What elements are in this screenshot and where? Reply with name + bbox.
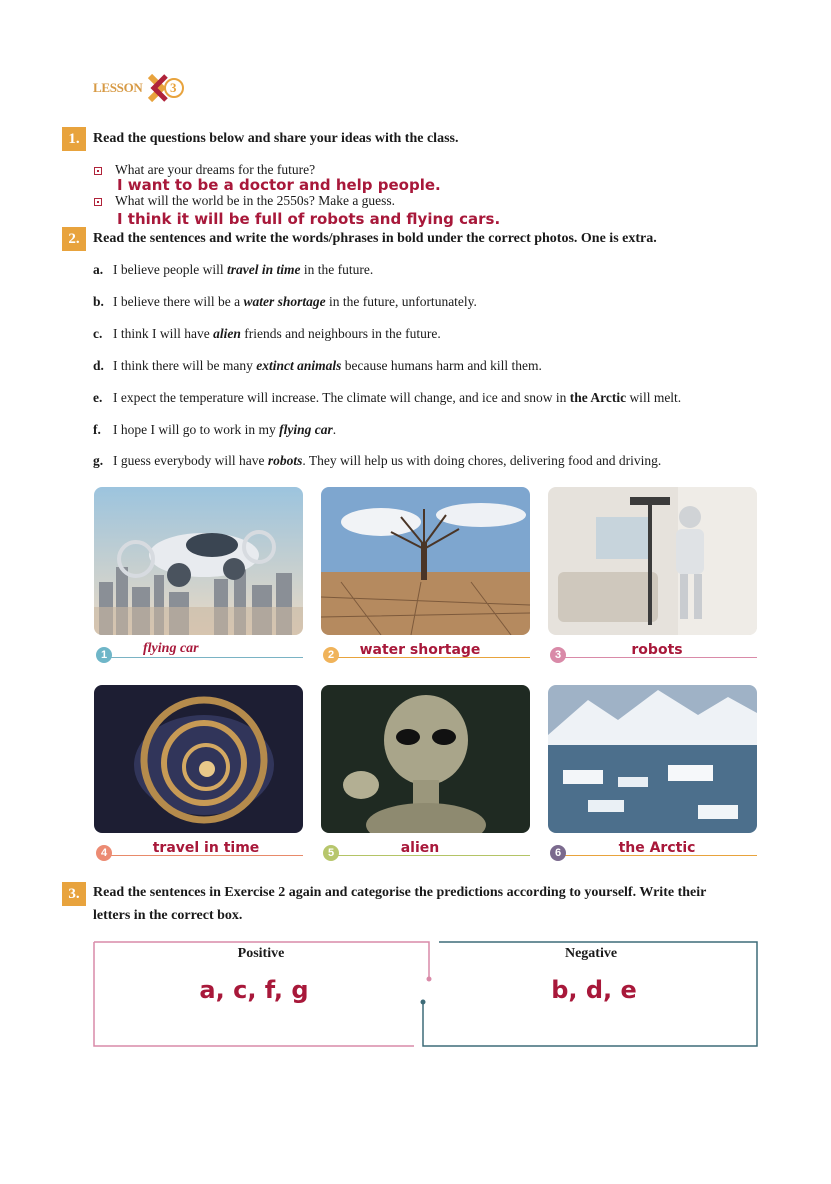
sentence-d: d. I think there will be many extinct animals because humans harm and kill them. (93, 358, 542, 373)
lesson-number: 3 (170, 80, 177, 95)
photo-label-2: water shortage (359, 642, 481, 658)
exercise-2-number: 2. (62, 227, 86, 251)
label-line (110, 657, 303, 658)
exercise-1-instruction: Read the questions below and share your ideas with the class. (93, 131, 459, 146)
lesson-number-badge (146, 74, 186, 102)
answer-2: I think it will be full of robots and flying cars. (117, 210, 501, 228)
exercise-1-number: 1. (62, 127, 86, 151)
photo-number-1: 1 (96, 647, 112, 663)
photo-label-6: the Arctic (618, 840, 696, 856)
negative-box-title: Negative (564, 946, 618, 961)
robot-photo (548, 487, 757, 635)
photo-label-3: robots (631, 642, 683, 658)
exercise-3-number: 3. (62, 882, 86, 906)
answer-1: I want to be a doctor and help people. (117, 176, 441, 194)
lesson-label: LESSON (93, 80, 143, 95)
sentence-g: g. I guess everybody will have robots. They will help us with doing chores, delivering food and driving. (93, 453, 662, 468)
sentence-f: f. I hope I will go to work in my flying car. (93, 422, 337, 437)
exercise-2-instruction: Read the sentences and write the words/phrases in bold under the correct photos. One is extra. (93, 231, 657, 246)
photo-number-5: 5 (323, 845, 339, 861)
photo-label-1: flying car (143, 641, 199, 656)
exercise-3-instruction-line-2: letters in the correct box. (93, 908, 243, 923)
lesson-x-icon (146, 74, 186, 102)
photo-number-6: 6 (550, 845, 566, 861)
alien-photo (321, 685, 530, 833)
positive-box-answer: a, c, f, g (199, 976, 309, 1004)
bullet-icon (94, 198, 102, 206)
negative-box-answer: b, d, e (551, 976, 637, 1004)
photo-number-2: 2 (323, 647, 339, 663)
flying-car-photo (94, 487, 303, 635)
exercise-3-instruction-line-1: Read the sentences in Exercise 2 again and categorise the predictions according to yourself. Write their (93, 885, 707, 900)
photo-label-4: travel in time (152, 840, 260, 856)
sentence-b: b. I believe there will be a water shortage in the future, unfortunately. (93, 294, 477, 309)
arctic-photo (548, 685, 757, 833)
sentence-c: c. I think I will have alien friends and neighbours in the future. (93, 326, 441, 341)
question-2: What will the world be in the 2550s? Make a guess. (115, 193, 396, 208)
clock-spiral-photo (94, 685, 303, 833)
sentence-e: e. I expect the temperature will increase. The climate will change, and ice and snow in the Arctic will melt. (93, 390, 682, 405)
photo-label-5: alien (400, 840, 440, 856)
sentence-a: a. I believe people will travel in time in the future. (93, 262, 374, 277)
dry-tree-photo (321, 487, 530, 635)
positive-box-title: Positive (237, 946, 285, 961)
photo-number-4: 4 (96, 845, 112, 861)
bullet-icon (94, 167, 102, 175)
question-1: What are your dreams for the future? (115, 162, 316, 177)
photo-number-3: 3 (550, 647, 566, 663)
